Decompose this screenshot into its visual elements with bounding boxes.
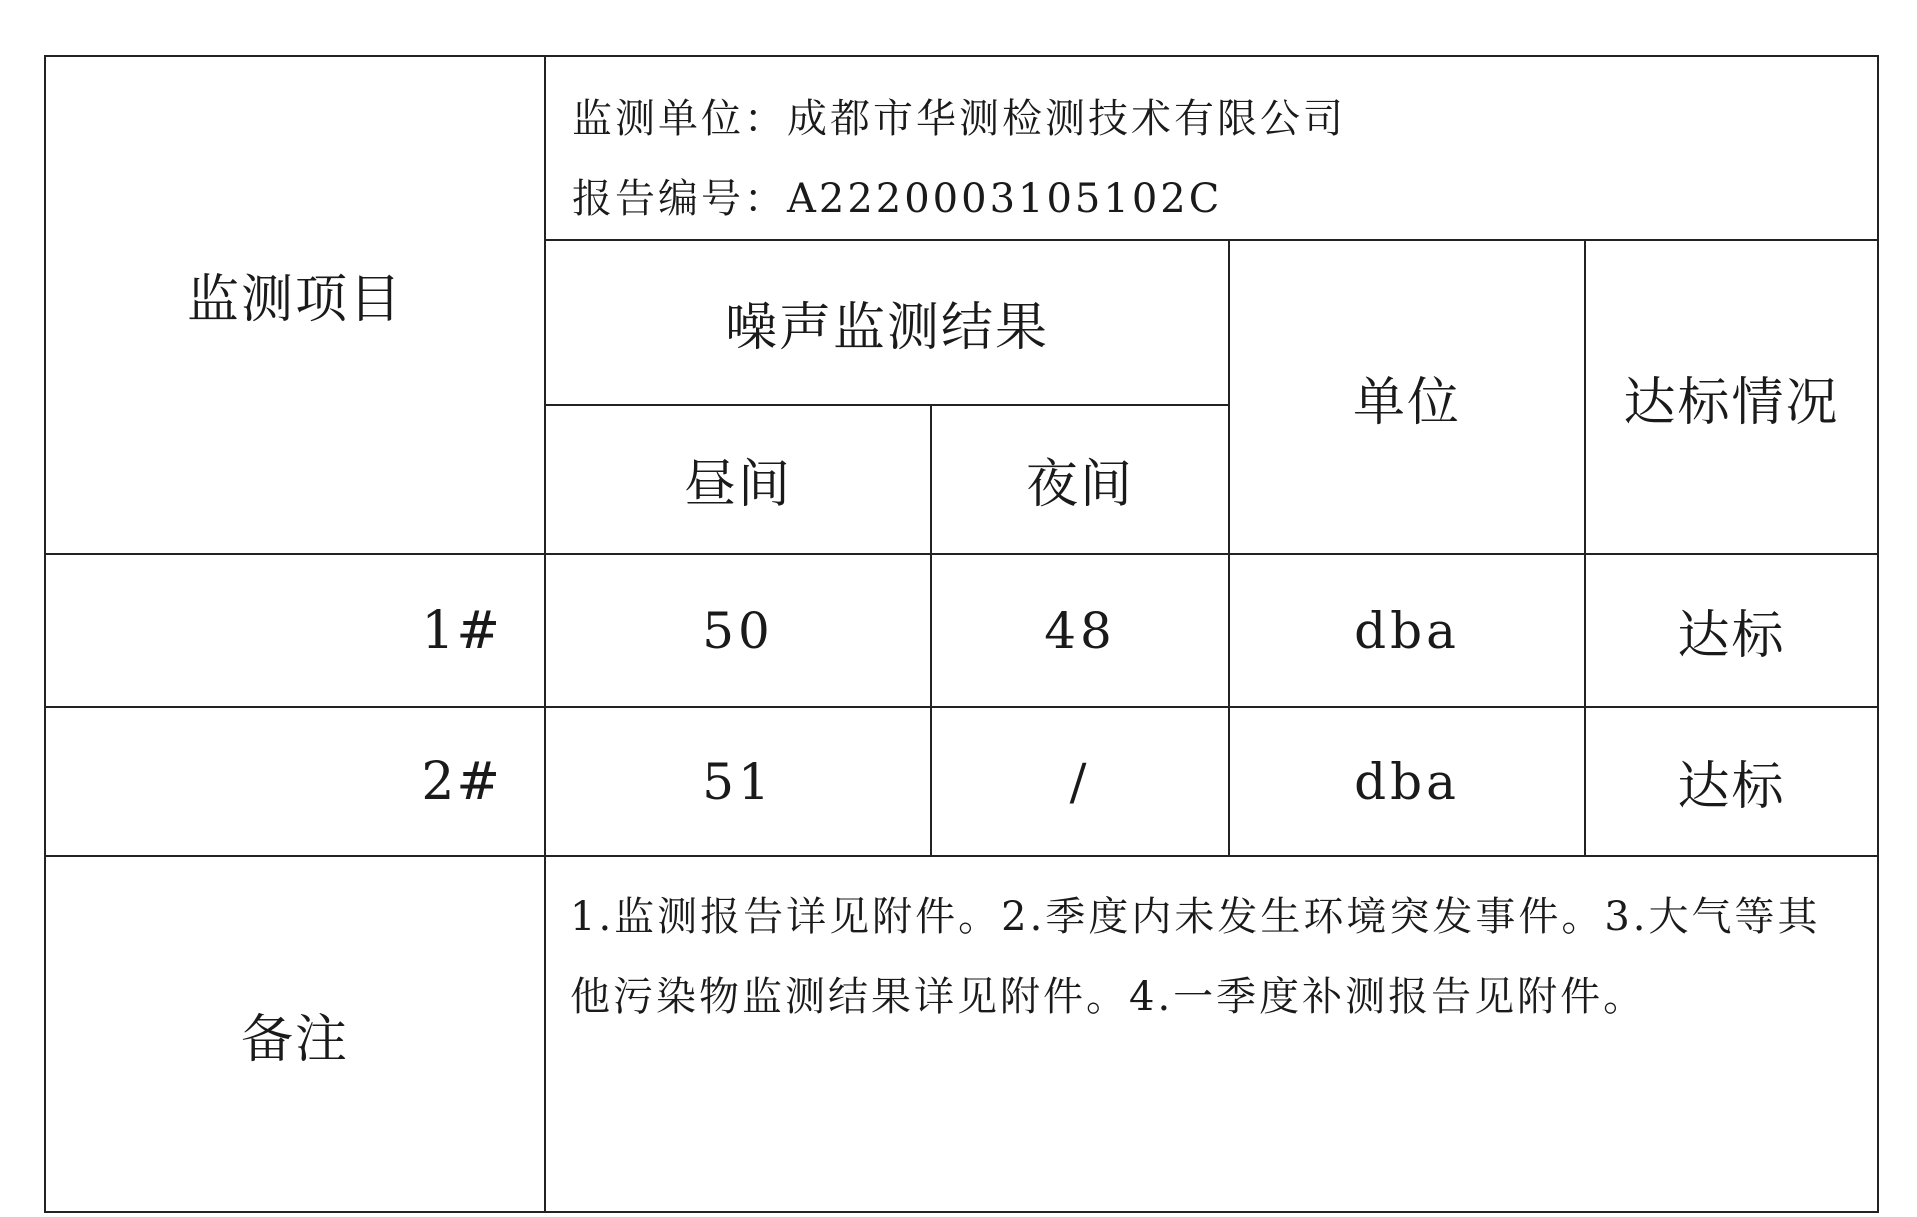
noise-result-label: 噪声监测结果 — [724, 298, 1049, 358]
row-label: 2# — [421, 751, 502, 812]
unit-value-cell — [1229, 554, 1585, 707]
unit-value: dba — [1354, 752, 1460, 811]
daytime-value-cell — [545, 707, 931, 856]
remarks-row — [45, 856, 1878, 1212]
daytime-value-cell — [545, 554, 931, 707]
nighttime-value-cell — [931, 707, 1229, 856]
unit-header — [1229, 240, 1585, 554]
compliance-value-cell — [1585, 707, 1878, 856]
daytime-value: 51 — [702, 752, 774, 811]
daytime-value: 50 — [702, 601, 774, 660]
row-label-cell — [45, 707, 545, 856]
monitoring-item-label: 监测项目 — [186, 270, 403, 330]
nighttime-value-cell — [931, 554, 1229, 707]
compliance-value-cell — [1585, 554, 1878, 707]
report-info-cell — [545, 56, 1878, 240]
compliance-value: 达标 — [1677, 606, 1786, 666]
monitor-unit-line — [572, 79, 1877, 159]
nighttime-value: 48 — [1044, 601, 1116, 660]
monitor-unit-value: 成都市华测检测技术有限公司 — [787, 96, 1346, 142]
remarks-label-cell — [45, 856, 545, 1212]
nighttime-header — [931, 405, 1229, 554]
noise-result-group-header — [545, 240, 1229, 405]
daytime-label: 昼间 — [683, 455, 792, 515]
report-number-value: A2220003105102C — [787, 176, 1223, 222]
noise-monitoring-table — [44, 55, 1879, 1213]
compliance-header — [1585, 240, 1878, 554]
report-number-line — [572, 159, 1877, 239]
unit-value: dba — [1354, 601, 1460, 660]
remarks-text-cell — [545, 856, 1878, 1212]
report-number-label: 报告编号： — [572, 176, 787, 222]
unit-value-cell — [1229, 707, 1585, 856]
table-row — [45, 554, 1878, 707]
remarks-label: 备注 — [240, 1009, 349, 1070]
row-label-cell — [45, 554, 545, 707]
unit-header-label: 单位 — [1352, 372, 1461, 433]
compliance-value: 达标 — [1677, 757, 1786, 817]
remarks-text: 1.监测报告详见附件。2.季度内未发生环境突发事件。3.大气等其他污染物监测结果详见附件。4.一季度补测报告见附件。 — [570, 894, 1821, 1020]
table-row — [45, 707, 1878, 856]
nighttime-value: / — [1069, 752, 1091, 811]
daytime-header — [545, 405, 931, 554]
nighttime-label: 夜间 — [1025, 455, 1134, 515]
compliance-header-label: 达标情况 — [1623, 372, 1840, 433]
monitor-unit-label: 监测单位： — [572, 96, 787, 142]
monitoring-item-header — [45, 56, 545, 554]
row-label: 1# — [421, 600, 502, 661]
